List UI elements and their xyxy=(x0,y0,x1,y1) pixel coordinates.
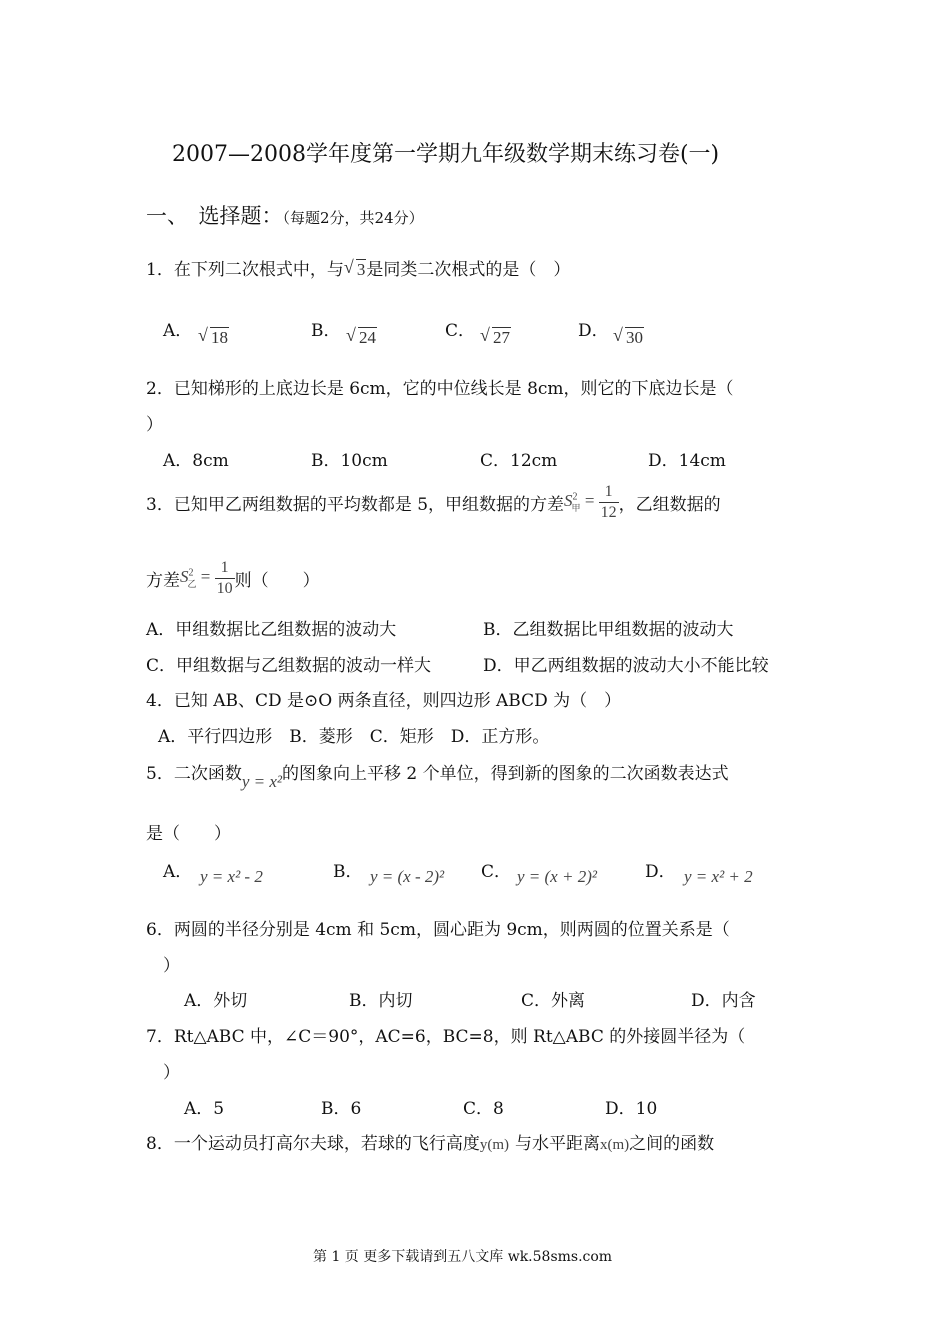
q2-line-1: 2．已知梯形的上底边长是 6cm，它的中位线长是 8cm，则它的下底边长是（ xyxy=(146,379,734,399)
question-1 xyxy=(146,255,570,280)
q2-option-c: C．12cm xyxy=(480,451,558,471)
q6-line-2: ） xyxy=(163,956,180,976)
question-8 xyxy=(146,1129,714,1154)
section-heading xyxy=(146,200,424,230)
variance-a: $S^2_甲$ = $\frac{1}{12}$ xyxy=(564,483,617,521)
q6-option-d: D．内含 xyxy=(691,991,756,1011)
q7-line-1: 7．Rt△ABC 中，∠C＝90°，AC=6，BC=8，则 Rt△ABC 的外接圆半径为（ xyxy=(146,1027,746,1047)
q1-option-a: A． xyxy=(163,321,193,341)
q6-line-1: 6．两圆的半径分别是 4cm 和 5cm，圆心距为 9cm，则两圆的位置关系是（ xyxy=(146,920,730,940)
q5-option-d-expr: y = x² + 2 xyxy=(684,867,753,886)
q1-option-b: B． xyxy=(311,321,341,341)
q1-text-a: 1．在下列二次根式中，与 xyxy=(146,260,344,280)
q2-option-d: D．14cm xyxy=(648,451,726,471)
q7-option-c: C．8 xyxy=(463,1099,504,1119)
q7-line-2: ） xyxy=(163,1063,180,1083)
q5-option-c: C． xyxy=(481,862,512,882)
page-footer: 第 1 页 更多下载请到五八文库 wk.58sms.com xyxy=(313,1249,613,1265)
q1-option-b-expr: √ 24 xyxy=(346,325,376,347)
question-3-line-2 xyxy=(146,558,320,599)
q1-option-c-expr: √ 27 xyxy=(480,325,510,347)
q1-option-a-expr: √ 18 xyxy=(198,325,228,347)
q3-text-b: ，乙组数据的 xyxy=(618,495,721,515)
q8-text-c: 之间的函数 xyxy=(629,1134,715,1154)
q8-x-unit: x(m) xyxy=(600,1137,630,1153)
q8-text-b: 与水平距离 xyxy=(515,1134,600,1154)
q1-option-c: C． xyxy=(445,321,476,341)
q7-option-d: D．10 xyxy=(605,1099,658,1119)
q5-option-b: B． xyxy=(333,862,363,882)
q6-option-b: B．内切 xyxy=(349,991,413,1011)
q7-option-a: A．5 xyxy=(184,1099,225,1119)
q5-option-b-expr: y = (x - 2)² xyxy=(370,867,445,886)
q1-option-d-expr: √ 30 xyxy=(613,325,643,347)
q8-text-a: 8．一个运动员打高尔夫球，若球的飞行高度 xyxy=(146,1134,480,1154)
q5-option-c-expr: y = (x + 2)² xyxy=(517,867,597,886)
q2-option-b: B．10cm xyxy=(311,451,388,471)
q1-text-b: 是同类二次根式的是（ ） xyxy=(366,260,571,280)
q3-option-a: A．甲组数据比乙组数据的波动大 xyxy=(146,620,397,640)
q2-option-a: A．8cm xyxy=(163,451,229,471)
q3-option-c: C．甲组数据与乙组数据的波动一样大 xyxy=(146,656,432,676)
q4-options: A．平行四边形 B．菱形 C．矩形 D．正方形。 xyxy=(158,727,550,747)
q3-line2-a: 方差 xyxy=(146,571,180,591)
q5-option-a-expr: y = x² - 2 xyxy=(200,867,263,886)
q5-function: y = x² xyxy=(241,772,282,791)
q5-text-b: 的图象向上平移 2 个单位，得到新的图象的二次函数表达式 xyxy=(282,764,729,784)
q3-option-b: B．乙组数据比甲组数据的波动大 xyxy=(483,620,734,640)
q5-option-a: A． xyxy=(163,862,193,882)
section-note: （每题2分，共24分） xyxy=(282,209,424,227)
q1-option-d: D． xyxy=(578,321,609,341)
variance-b: $S^2_乙$ = $\frac{1}{10}$ xyxy=(180,559,233,597)
question-3-line-1 xyxy=(146,482,721,523)
sqrt-3: √ 3 xyxy=(343,257,366,279)
q7-option-b: B．6 xyxy=(321,1099,362,1119)
q5-text-a: 5．二次函数 xyxy=(146,764,242,784)
q5-option-d: D． xyxy=(645,862,676,882)
page-title: 2007—2008学年度第一学期九年级数学期末练习卷(一) xyxy=(172,142,720,167)
question-5-line-1 xyxy=(146,759,729,791)
q3-line2-b: 则（ ） xyxy=(234,571,320,591)
q6-option-a: A．外切 xyxy=(184,991,248,1011)
section-label: 一、 选择题： xyxy=(146,204,283,228)
q8-y-unit: y(m) xyxy=(479,1137,509,1153)
q4-text: 4．已知 AB、CD 是⊙O 两条直径，则四边形 ABCD 为（ ） xyxy=(146,691,622,711)
q3-text-a: 3．已知甲乙两组数据的平均数都是 5，甲组数据的方差 xyxy=(146,495,565,515)
q5-line-2: 是（ ） xyxy=(146,824,231,844)
q6-option-c: C．外离 xyxy=(521,991,586,1011)
q3-option-d: D．甲乙两组数据的波动大小不能比较 xyxy=(483,656,769,676)
q2-line-2: ） xyxy=(146,415,163,435)
